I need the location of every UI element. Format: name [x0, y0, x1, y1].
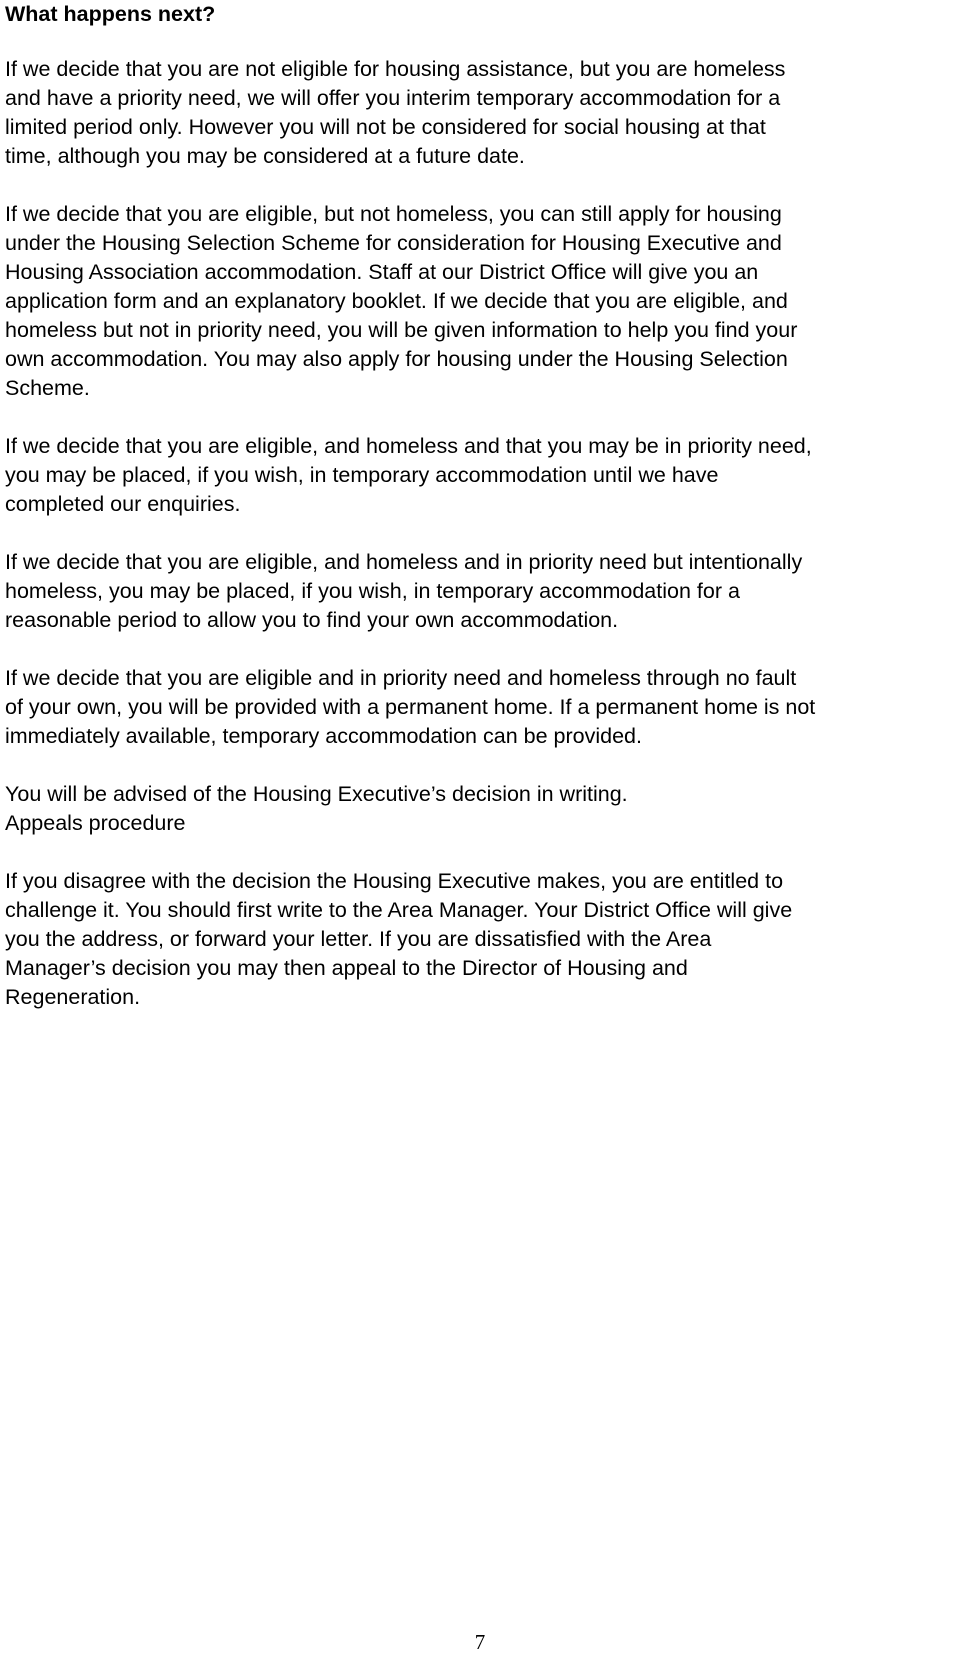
paragraph-not-eligible: If we decide that you are not eligible for housing assistance, but you are homeless and have a priority need, we will offer you interim temporary accommodation for a limited period only. However you will not be considered for social housing at that time, although you may be considered at a future date.	[5, 57, 786, 168]
page-number: 7	[474, 1630, 486, 1654]
paragraph-permanent-home: If we decide that you are eligible and in priority need and homeless through no fault of your own, you will be provided with a permanent home. If a permanent home is not immediately available, temporary accommodation can be provided.	[5, 666, 816, 748]
paragraph-possible-priority-need: If we decide that you are eligible, and homeless and that you may be in priority need, you may be placed, if you wish, in temporary accommodation until we have completed our enquiries.	[5, 434, 812, 516]
decision-notice: You will be advised of the Housing Executive’s decision in writing.	[5, 782, 628, 806]
appeals-heading: Appeals procedure	[5, 811, 186, 835]
document-page	[5, 0, 955, 1041]
paragraph-intentionally-homeless: If we decide that you are eligible, and homeless and in priority need but intentionally homeless, you may be placed, if you wish, in temporary accommodation for a reasonable period to allow you to find your own accommodation.	[5, 550, 803, 632]
appeals-paragraph: If you disagree with the decision the Housing Executive makes, you are entitled to challenge it. You should first write to the Area Manager. Your District Office will give you the address, or forward your letter. If you are dissatisfied with the Area Manager’s decision you may then appeal to the Director of Housing and Regeneration.	[5, 869, 793, 1009]
paragraph-eligible-not-homeless: If we decide that you are eligible, but not homeless, you can still apply for housing under the Housing Selection Scheme for consideration for Housing Executive and Housing Association accommodation. Staff at our District Office will give you an application form and an explanatory booklet. If we decide that you are eligible, and homeless but not in priority need, you will be given information to help you find your own accommodation. You may also apply for housing under the Housing Selection Scheme.	[5, 202, 798, 400]
section-heading: What happens next?	[5, 2, 216, 26]
